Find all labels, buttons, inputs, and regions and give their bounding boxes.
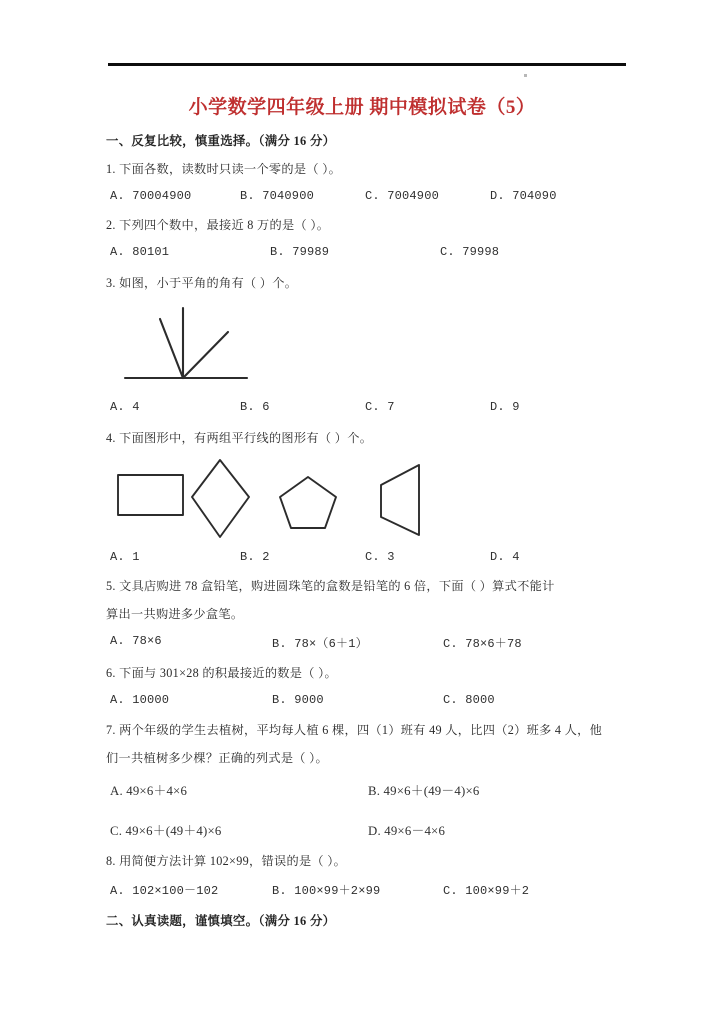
- question-8-option-b[interactable]: B. 100×99＋2×99: [272, 884, 381, 898]
- question-8-option-a[interactable]: A. 102×100－102: [110, 884, 219, 898]
- question-1-option-d[interactable]: D. 704090: [490, 189, 557, 203]
- header-rule: [108, 63, 626, 66]
- question-3-option-d[interactable]: D. 9: [490, 400, 520, 414]
- question-3-option-c[interactable]: C. 7: [365, 400, 395, 414]
- page-title: 小学数学四年级上册 期中模拟试卷（5）: [188, 97, 536, 118]
- rectangle-shape: [118, 475, 183, 515]
- question-5-stem-line-2: 算出一共购进多少盒笔。: [106, 607, 244, 621]
- angle-rays-diagram: [115, 300, 265, 385]
- question-7-option-c[interactable]: C. 49×6＋(49＋4)×6: [110, 824, 222, 838]
- question-5-option-b[interactable]: B. 78×（6＋1）: [272, 637, 368, 651]
- section-heading-1: 一、反复比较，慎重选择。（满分 16 分）: [106, 134, 336, 148]
- pentagon-shape: [280, 477, 336, 528]
- page-corner-mark: [524, 74, 527, 77]
- question-4-option-d[interactable]: D. 4: [490, 550, 520, 564]
- question-1-option-c[interactable]: C. 7004900: [365, 189, 440, 203]
- question-4-stem: 4. 下面图形中，有两组平行线的图形有（ ）个。: [106, 431, 373, 445]
- question-7-stem-line-1: 7. 两个年级的学生去植树，平均每人植 6 棵，四（1）班有 49 人，比四（2）班多 4 人，他: [106, 723, 603, 737]
- question-1-option-b[interactable]: B. 7040900: [240, 189, 315, 203]
- question-7-option-b[interactable]: B. 49×6＋(49－4)×6: [368, 784, 480, 798]
- question-6-stem: 6. 下面与 301×28 的积最接近的数是（ ）。: [106, 666, 337, 680]
- question-2-option-b[interactable]: B. 79989: [270, 245, 330, 259]
- question-2-option-a[interactable]: A. 80101: [110, 245, 170, 259]
- question-8-option-c[interactable]: C. 100×99＋2: [443, 884, 530, 898]
- question-4-option-a[interactable]: A. 1: [110, 550, 140, 564]
- four-polygons-svg: [108, 455, 468, 545]
- rhombus-shape: [192, 460, 249, 537]
- right-slanted-ray: [183, 332, 228, 378]
- trapezoid-shape: [381, 465, 419, 535]
- question-7-option-d[interactable]: D. 49×6－4×6: [368, 824, 446, 838]
- question-4-option-b[interactable]: B. 2: [240, 550, 270, 564]
- question-8-stem: 8. 用简便方法计算 102×99，错误的是（ ）。: [106, 854, 347, 868]
- question-3-option-b[interactable]: B. 6: [240, 400, 270, 414]
- question-6-option-a[interactable]: A. 10000: [110, 693, 170, 707]
- section-heading-2: 二、认真读题，谨慎填空。（满分 16 分）: [106, 914, 336, 928]
- question-7-stem-line-2: 们一共植树多少棵？正确的列式是（ ）。: [106, 751, 329, 765]
- question-3-option-a[interactable]: A. 4: [110, 400, 140, 414]
- question-5-stem-line-1: 5. 文具店购进 78 盒铅笔，购进圆珠笔的盒数是铅笔的 6 倍，下面（ ）算式不能计: [106, 579, 555, 593]
- question-6-option-c[interactable]: C. 8000: [443, 693, 495, 707]
- question-6-option-b[interactable]: B. 9000: [272, 693, 324, 707]
- question-1-option-a[interactable]: A. 70004900: [110, 189, 192, 203]
- question-2-option-c[interactable]: C. 79998: [440, 245, 500, 259]
- question-1-stem: 1. 下面各数，读数时只读一个零的是（ ）。: [106, 162, 342, 176]
- question-3-stem: 3. 如图，小于平角的角有（ ）个。: [106, 276, 298, 290]
- question-5-option-c[interactable]: C. 78×6＋78: [443, 637, 522, 651]
- question-4-option-c[interactable]: C. 3: [365, 550, 395, 564]
- angle-rays-svg: [115, 300, 265, 385]
- question-5-option-a[interactable]: A. 78×6: [110, 634, 162, 648]
- question-2-stem: 2. 下列四个数中，最接近 8 万的是（ ）。: [106, 218, 330, 232]
- left-slanted-ray: [160, 319, 183, 378]
- four-polygons-diagram: [108, 455, 468, 545]
- question-7-option-a[interactable]: A. 49×6＋4×6: [110, 784, 188, 798]
